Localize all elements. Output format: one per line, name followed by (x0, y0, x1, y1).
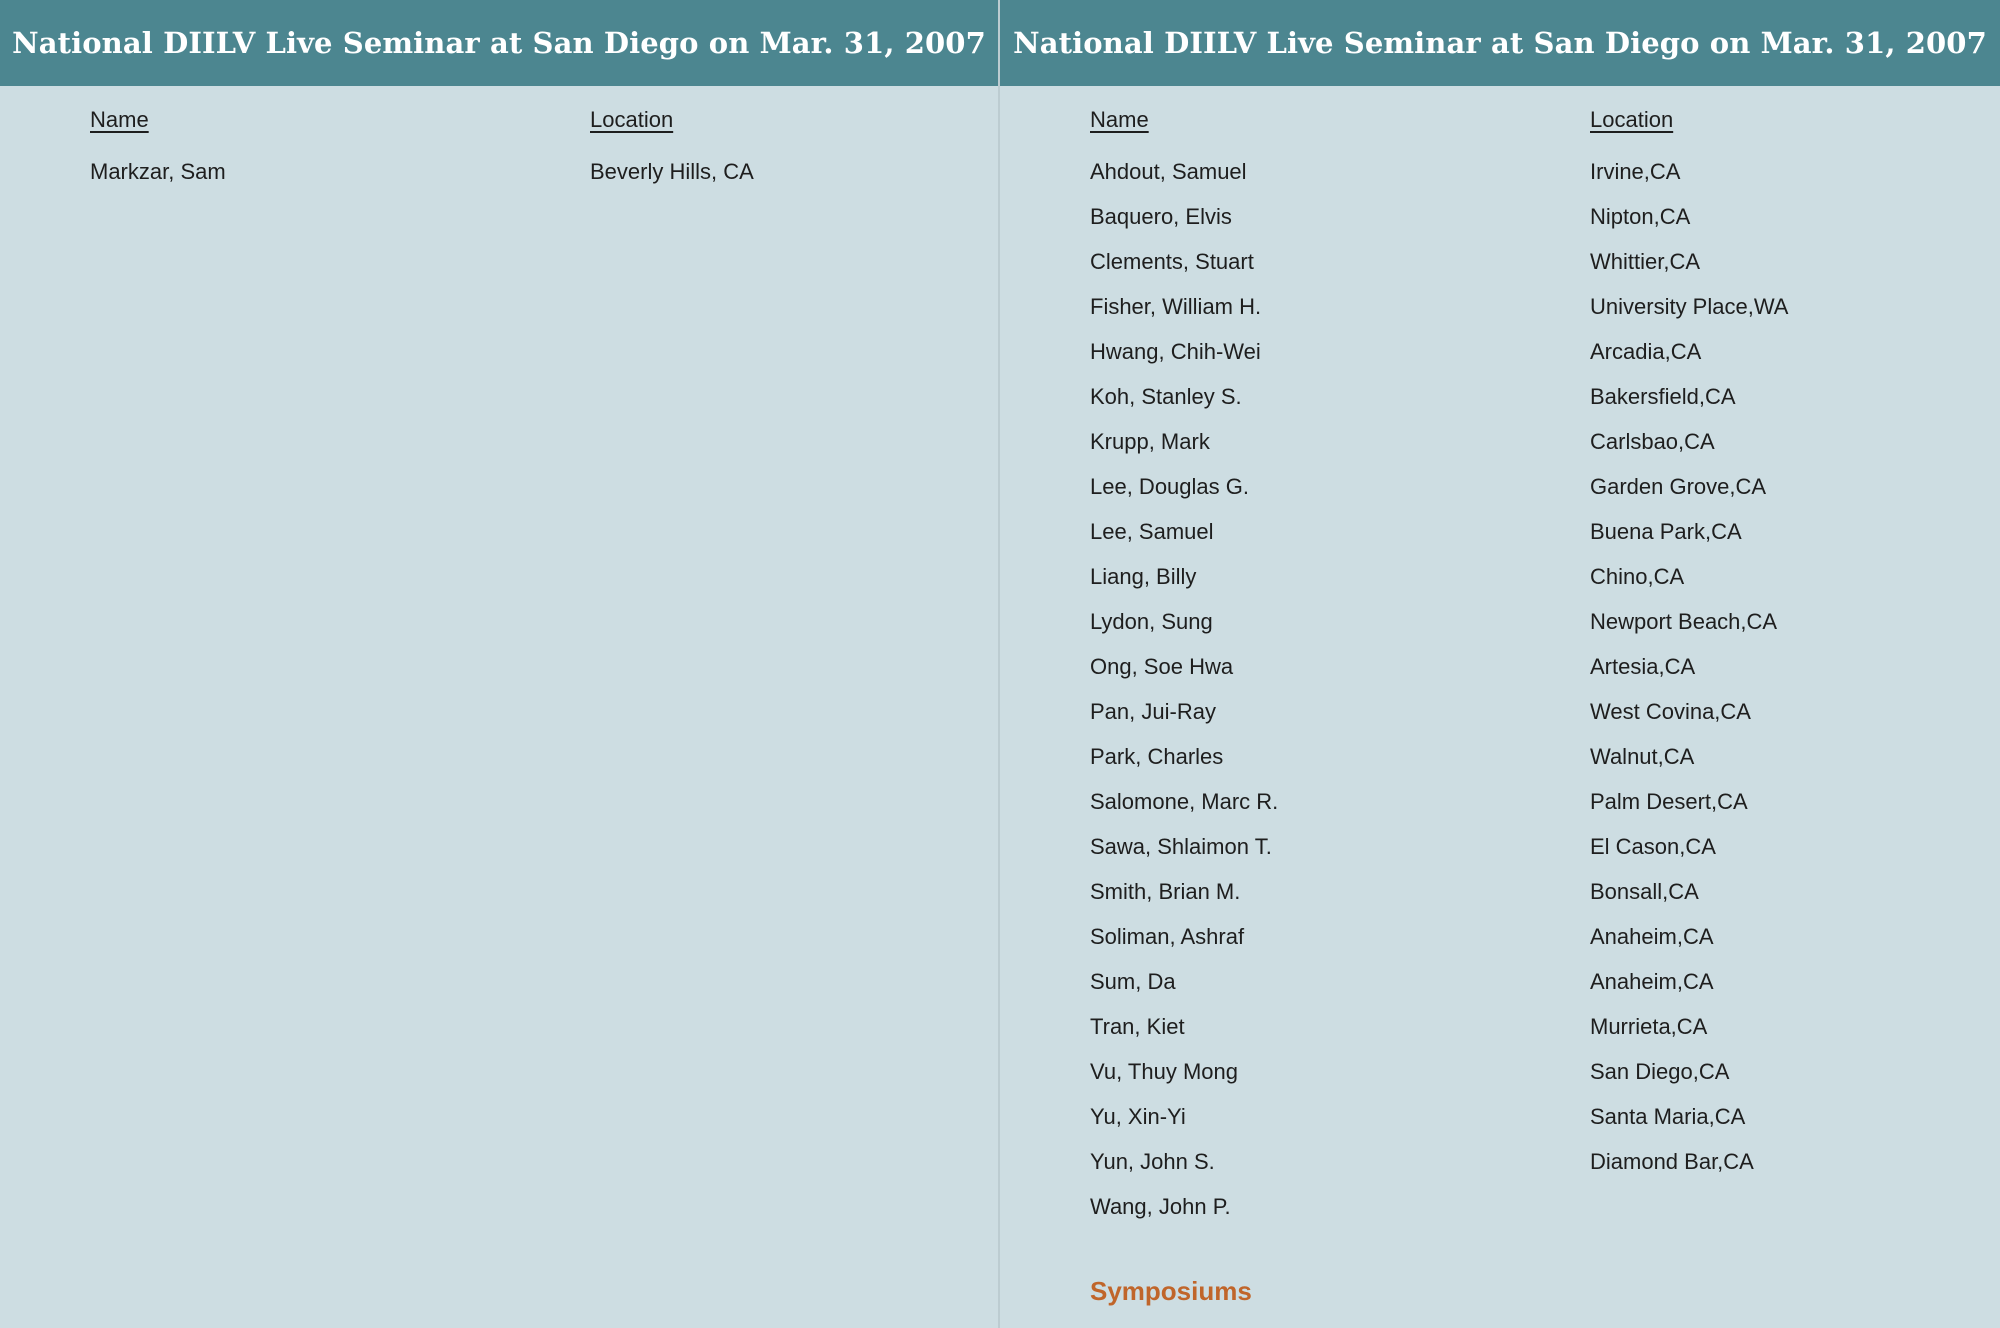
page-title: National DIILV Live Seminar at San Diego on Mar. 31, 2007 (1000, 0, 2000, 86)
attendee-location: Walnut,CA (1590, 743, 1695, 769)
attendee-name: Clements, Stuart (1090, 248, 1254, 274)
table-row (1090, 464, 1950, 509)
table-row (1090, 1049, 1950, 1094)
table-body (90, 149, 950, 194)
attendee-location: Palm Desert,CA (1590, 788, 1748, 814)
attendee-location: Irvine,CA (1590, 158, 1681, 184)
table-row (1090, 644, 1950, 689)
name-column-header: Name (90, 107, 149, 132)
table-row (1090, 239, 1950, 284)
attendee-name: Lee, Samuel (1090, 518, 1214, 544)
table-row (1090, 914, 1950, 959)
table-row (1090, 419, 1950, 464)
attendee-name: Tran, Kiet (1090, 1013, 1185, 1039)
right-page (1000, 0, 2000, 1328)
table-row (1090, 1094, 1950, 1139)
attendee-name: Salomone, Marc R. (1090, 788, 1279, 814)
attendee-name: Sum, Da (1090, 968, 1176, 994)
attendee-location: Chino,CA (1590, 563, 1685, 589)
attendee-location: Whittier,CA (1590, 248, 1701, 274)
attendee-location: Newport Beach,CA (1590, 608, 1778, 634)
table-row (1090, 194, 1950, 239)
attendee-name: Liang, Billy (1090, 563, 1197, 589)
attendee-location: West Covina,CA (1590, 698, 1751, 724)
attendee-location: Artesia,CA (1590, 653, 1696, 679)
attendee-table (90, 104, 950, 194)
attendee-name: Hwang, Chih-Wei (1090, 338, 1261, 364)
page-title: National DIILV Live Seminar at San Diego on Mar. 31, 2007 (0, 0, 998, 86)
attendee-location: Anaheim,CA (1590, 968, 1714, 994)
attendee-name: Koh, Stanley S. (1090, 383, 1242, 409)
attendee-location: San Diego,CA (1590, 1058, 1730, 1084)
table-row (1090, 374, 1950, 419)
table-row (1090, 1139, 1950, 1184)
table-row (1090, 734, 1950, 779)
attendee-name: Krupp, Mark (1090, 428, 1210, 454)
attendee-name: Wang, John P. (1090, 1193, 1231, 1219)
attendee-name: Ong, Soe Hwa (1090, 653, 1234, 679)
location-column-header: Location (590, 107, 674, 132)
attendee-name: Markzar, Sam (90, 158, 226, 184)
attendee-name: Yu, Xin-Yi (1090, 1103, 1186, 1129)
attendee-name: Baquero, Elvis (1090, 203, 1232, 229)
table-row (1090, 959, 1950, 1004)
table-row (1090, 149, 1950, 194)
attendee-name: Ahdout, Samuel (1090, 158, 1247, 184)
table-row (1090, 284, 1950, 329)
table-row (1090, 509, 1950, 554)
attendee-name: Fisher, William H. (1090, 293, 1262, 319)
table-header (1090, 104, 1950, 136)
attendee-name: Lee, Douglas G. (1090, 473, 1249, 499)
attendee-name: Smith, Brian M. (1090, 878, 1241, 904)
table-row (1090, 599, 1950, 644)
table-row (1090, 1184, 1950, 1229)
attendee-name: Vu, Thuy Mong (1090, 1058, 1238, 1084)
attendee-name: Pan, Jui-Ray (1090, 698, 1216, 724)
table-body (1090, 149, 1950, 1229)
section-heading-symposiums: Symposiums (1090, 1276, 1252, 1306)
attendee-location: El Cason,CA (1590, 833, 1716, 859)
table-row (1090, 1004, 1950, 1049)
location-column-header: Location (1590, 107, 1674, 132)
attendee-name: Yun, John S. (1090, 1148, 1215, 1174)
attendee-location: Bonsall,CA (1590, 878, 1699, 904)
attendee-location: University Place,WA (1590, 293, 1789, 319)
attendee-name: Sawa, Shlaimon T. (1090, 833, 1272, 859)
table-header (90, 104, 950, 136)
attendee-location: Diamond Bar,CA (1590, 1148, 1754, 1174)
table-row (1090, 779, 1950, 824)
attendee-location: Buena Park,CA (1590, 518, 1742, 544)
attendee-table (1090, 104, 1950, 1229)
attendee-name: Soliman, Ashraf (1090, 923, 1245, 949)
attendee-location: Arcadia,CA (1590, 338, 1702, 364)
table-row (1090, 689, 1950, 734)
attendee-location: Nipton,CA (1590, 203, 1691, 229)
attendee-location: Anaheim,CA (1590, 923, 1714, 949)
attendee-location: Santa Maria,CA (1590, 1103, 1746, 1129)
attendee-name: Lydon, Sung (1090, 608, 1213, 634)
attendee-name: Park, Charles (1090, 743, 1224, 769)
name-column-header: Name (1090, 107, 1149, 132)
attendee-location: Bakersfield,CA (1590, 383, 1736, 409)
table-row (90, 149, 950, 194)
table-row (1090, 824, 1950, 869)
table-row (1090, 869, 1950, 914)
attendee-location: Carlsbao,CA (1590, 428, 1715, 454)
attendee-location: Beverly Hills, CA (590, 158, 754, 184)
attendee-location: Garden Grove,CA (1590, 473, 1767, 499)
table-row (1090, 329, 1950, 374)
attendee-location: Murrieta,CA (1590, 1013, 1708, 1039)
table-row (1090, 554, 1950, 599)
